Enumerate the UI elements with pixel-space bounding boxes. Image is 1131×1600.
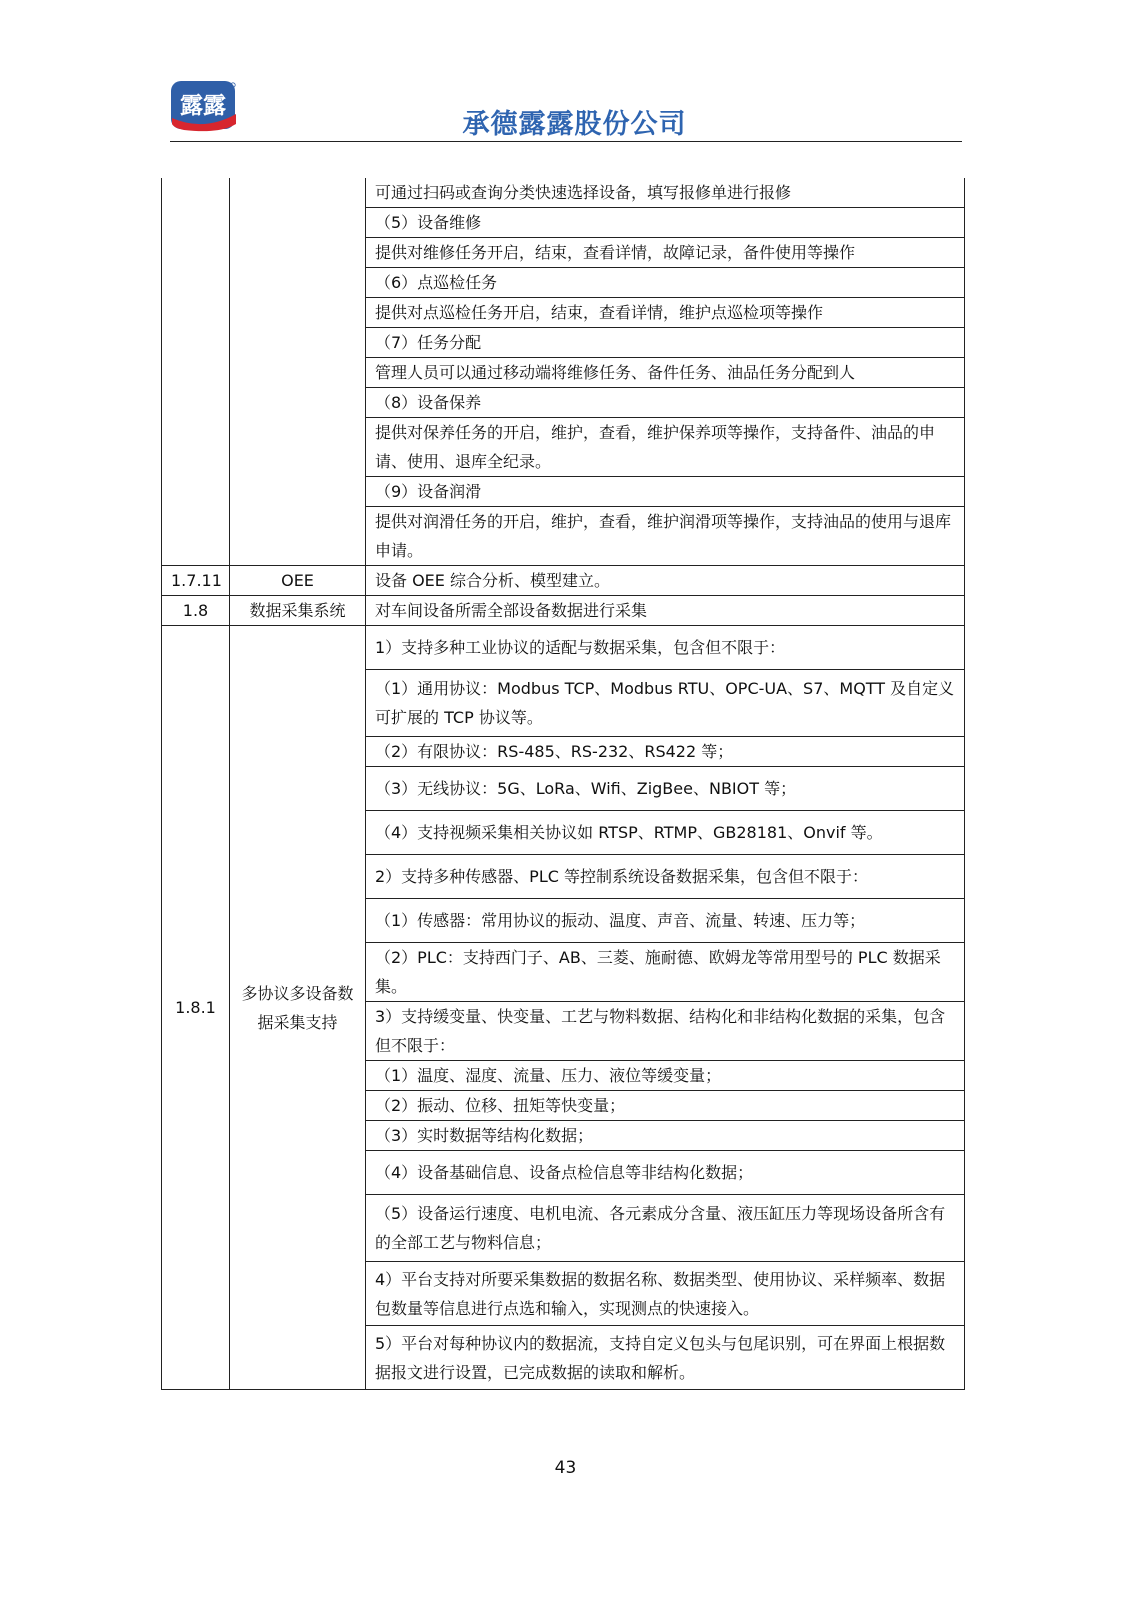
table-row-data-collection [162,596,965,626]
row-number-cell: 1.8.1 [162,626,230,1390]
content-cell: （9）设备润滑 [366,477,965,507]
content-cell: （1）通用协议：Modbus TCP、Modbus RTU、OPC-UA、S7、MQTT 及自定义可扩展的 TCP 协议等。 [366,670,965,737]
row-number-cell: 1.7.11 [162,566,230,596]
content-cell: （2）PLC：支持西门子、AB、三菱、施耐德、欧姆龙等常用型号的 PLC 数据采集。 [366,943,965,1002]
table-row-oee [162,566,965,596]
row-name-cell [230,178,366,566]
content-cell: （7）任务分配 [366,328,965,358]
content-cell: 对车间设备所需全部设备数据进行采集 [366,596,965,626]
content-cell: （6）点巡检任务 [366,268,965,298]
content-cell: 3）支持缓变量、快变量、工艺与物料数据、结构化和非结构化数据的采集，包含但不限于： [366,1002,965,1061]
logo-text: 露露 [180,92,226,119]
content-cell: 可通过扫码或查询分类快速选择设备，填写报修单进行报修 [366,178,965,208]
content-cell: （1）温度、湿度、流量、压力、液位等缓变量； [366,1061,965,1091]
content-cell: （1）传感器：常用协议的振动、温度、声音、流量、转速、压力等； [366,899,965,943]
table-row [162,626,965,670]
content-cell: 4）平台支持对所要采集数据的数据名称、数据类型、使用协议、采样频率、数据包数量等信息进行点选和输入，实现测点的快速接入。 [366,1262,965,1326]
company-name: 承德露露股份公司 [462,109,687,140]
content-cell: （3）实时数据等结构化数据； [366,1121,965,1151]
content-cell: （2）振动、位移、扭矩等快变量； [366,1091,965,1121]
content-cell: 1）支持多种工业协议的适配与数据采集，包含但不限于： [366,626,965,670]
content-cell: （4）支持视频采集相关协议如 RTSP、RTMP、GB28181、Onvif 等。 [366,811,965,855]
content-cell: （4）设备基础信息、设备点检信息等非结构化数据； [366,1151,965,1195]
content-cell: （3）无线协议：5G、LoRa、Wifi、ZigBee、NBIOT 等； [366,767,965,811]
content-cell: 设备 OEE 综合分析、模型建立。 [366,566,965,596]
row-name-cell: 数据采集系统 [230,596,366,626]
spec-table [161,178,965,1390]
content-cell: 5）平台对每种协议内的数据流，支持自定义包头与包尾识别，可在界面上根据数据报文进行设置，已完成数据的读取和解析。 [366,1326,965,1390]
content-cell: 2）支持多种传感器、PLC 等控制系统设备数据采集，包含但不限于： [366,855,965,899]
content-cell: 提供对维修任务开启，结束，查看详情，故障记录，备件使用等操作 [366,238,965,268]
content-cell: （5）设备维修 [366,208,965,238]
row-name-cell: OEE [230,566,366,596]
content-cell: 管理人员可以通过移动端将维修任务、备件任务、油品任务分配到人 [366,358,965,388]
header-divider [170,141,962,142]
content-cell: （2）有限协议：RS-485、RS-232、RS422 等； [366,737,965,767]
row-number-cell: 1.8 [162,596,230,626]
content-cell: （8）设备保养 [366,388,965,418]
row-number-cell [162,178,230,566]
content-cell: 提供对润滑任务的开启，维护，查看，维护润滑项等操作，支持油品的使用与退库申请。 [366,507,965,566]
page-number: 43 [554,1458,577,1478]
row-name-cell: 多协议多设备数据采集支持 [230,626,366,1390]
content-cell: 提供对点巡检任务开启，结束，查看详情，维护点巡检项等操作 [366,298,965,328]
table-row [162,178,965,208]
content-cell: （5）设备运行速度、电机电流、各元素成分含量、液压缸压力等现场设备所含有的全部工艺与物料信息； [366,1195,965,1262]
content-cell: 提供对保养任务的开启，维护，查看，维护保养项等操作，支持备件、油品的申请、使用、退库全纪录。 [366,418,965,477]
